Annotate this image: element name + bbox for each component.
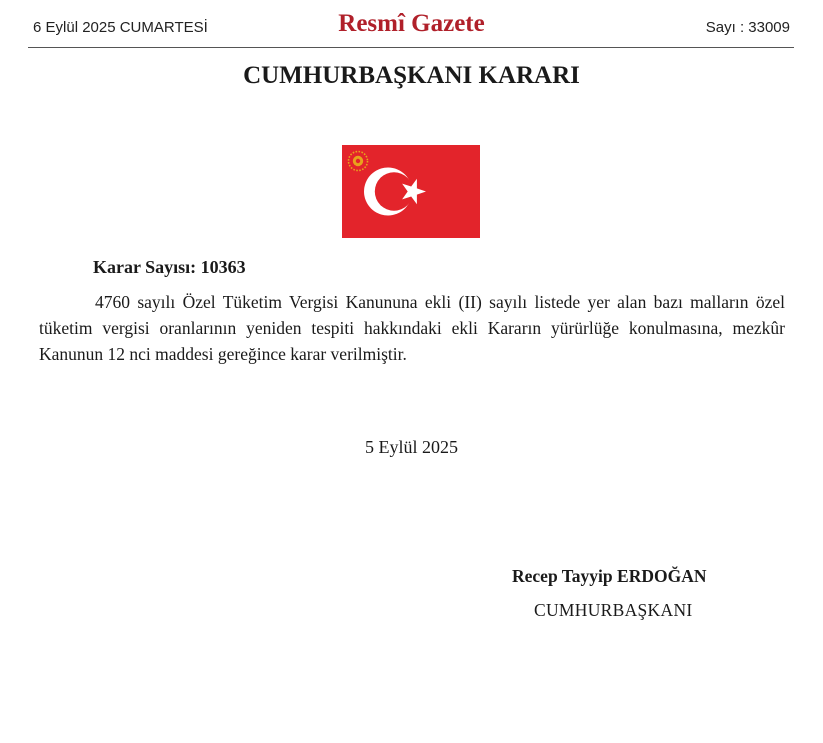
header-date: 6 Eylül 2025 CUMARTESİ (33, 19, 208, 36)
decision-number: Karar Sayısı: 10363 (93, 257, 246, 277)
page-title: CUMHURBAŞKANI KARARI (243, 62, 580, 89)
decision-date: 5 Eylül 2025 (365, 437, 458, 457)
decision-body: 4760 sayılı Özel Tüketim Vergisi Kanununa ekli (II) sayılı listede yer alan bazı malların özel tüketim vergisi oranlarının yeniden tespiti hakkındaki ekli Kararın yürürlüğe konulmasına, mezkûr Kanunun 12 nci maddesi gereğince karar verilmiştir. (39, 292, 785, 364)
issue-number: Sayı : 33009 (705, 19, 790, 36)
signer-title: CUMHURBAŞKANI (534, 600, 693, 620)
gazette-name: Resmî Gazete (338, 10, 485, 37)
header-divider (28, 47, 794, 48)
turkish-flag-icon (342, 145, 480, 238)
signer-name: Recep Tayyip ERDOĞAN (512, 566, 707, 586)
